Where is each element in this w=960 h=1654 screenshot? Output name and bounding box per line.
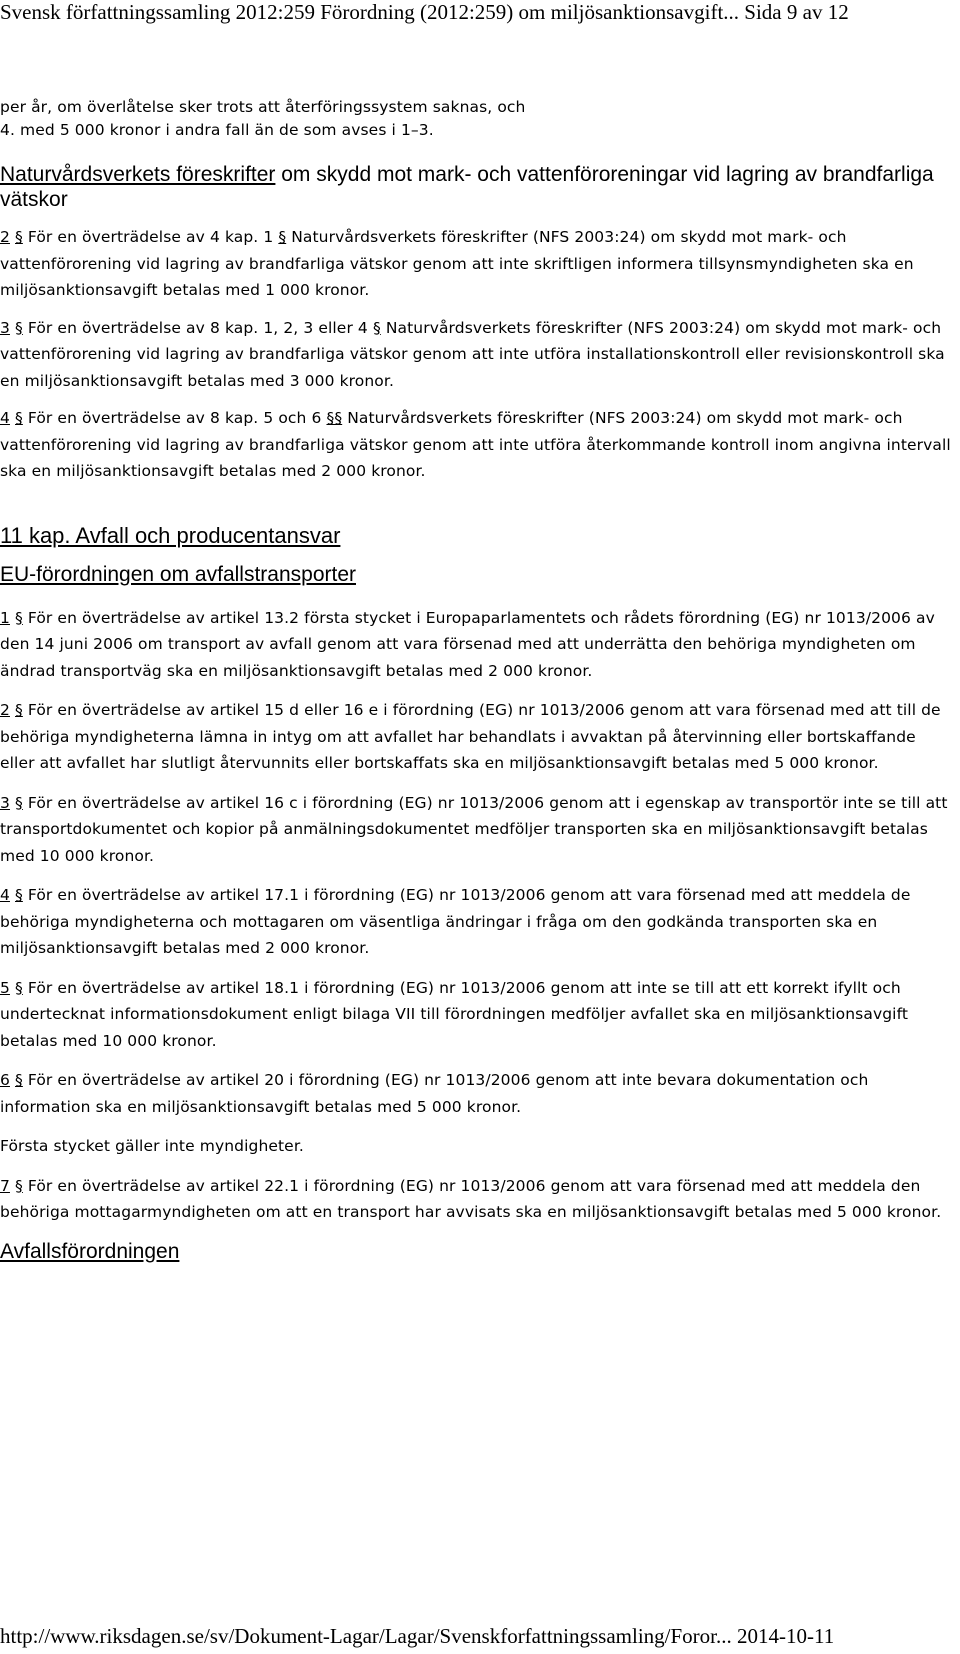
section-sign-link[interactable]: § xyxy=(15,793,23,812)
paragraph-text: För en överträdelse av artikel 15 d eller 16 e i förordning (EG) nr 1013/2006 genom att vara försenad med att till de behöriga myndigheterna lämna in intyg om att avfallet har behandlats i avvaktan på återvinning eller bortskaffande eller att avfallet har slutligt återvunnits eller bortskaffats ska en miljösanktionsavgift betalas med 5 000 kronor. xyxy=(0,701,941,772)
ch11-paragraph-5 xyxy=(0,975,952,1055)
section-sign-link[interactable]: § xyxy=(15,978,23,997)
intro-line-1: per år, om överlåtelse sker trots att återföringssystem saknas, och xyxy=(0,98,526,116)
ch11-paragraph-1 xyxy=(0,605,952,685)
section-sign-link[interactable]: § xyxy=(15,228,23,246)
section-sign-link[interactable]: § xyxy=(15,701,23,719)
paragraph-2 xyxy=(0,224,952,304)
paragraph-text: För en överträdelse av artikel 16 c i förordning (EG) nr 1013/2006 genom att i egenskap av transportör inte se till att transportdokumentet och kopior på anmälningsdokumentet medföljer transporten ska en miljösanktionsavgift betalas med 10 000 kronor. xyxy=(0,793,948,865)
paragraph-text: För en överträdelse av artikel 17.1 i förordning (EG) nr 1013/2006 genom att vara försenad med att meddela de behöriga myndigheterna och mottagaren om väsentliga ändringar i fråga om den godkända transporten ska en miljösanktionsavgift betalas med 2 000 kronor. xyxy=(0,886,911,957)
section-sign-link[interactable]: § xyxy=(278,228,287,246)
paragraph-number-link[interactable]: 2 xyxy=(0,228,10,246)
paragraph-number-link[interactable]: 6 xyxy=(0,1071,10,1089)
page-footer-url: http://www.riksdagen.se/sv/Dokument-Lagar/Lagar/Svenskforfattningssamling/Foror... 2014-10-11 xyxy=(0,1624,835,1648)
section-sign-link[interactable]: § xyxy=(372,318,381,337)
paragraph-text-a: För en överträdelse av 8 kap. 5 och 6 xyxy=(22,409,327,427)
paragraph-3 xyxy=(0,315,952,395)
subheading-eu-regulation[interactable]: EU-förordningen om avfallstransporter xyxy=(0,562,356,586)
paragraph-text: För en överträdelse av artikel 20 i förordning (EG) nr 1013/2006 genom att inte bevara dokumentation och information ska en miljösanktionsavgift betalas med 5 000 kronor. xyxy=(0,1071,869,1116)
ch11-paragraph-3 xyxy=(0,790,952,870)
paragraph-text: För en överträdelse av artikel 13.2 första stycket i Europaparlamentets och rådets förordning (EG) nr 1013/2006 av den 14 juni 2006 om transport av avfall genom att vara försenad med att underrätta den behöriga myndigheten om ändrad transportväg ska en miljösanktionsavgift betalas med 2 000 kronor. xyxy=(0,608,935,680)
section-sign-link[interactable]: § xyxy=(15,886,23,904)
heading-link[interactable]: Naturvårdsverkets föreskrifter xyxy=(0,163,276,186)
paragraph-text-b: Naturvårdsverkets föreskrifter (NFS 2003:24) om skydd mot mark- och vattenförorening vid lagring av brandfarliga vätskor genom att inte utföra återkommande kontroll inom angivna intervall ska en miljösanktionsavgift betalas med 2 000 kronor. xyxy=(0,409,951,480)
paragraph-number-link[interactable]: 7 xyxy=(0,1176,10,1195)
intro-line-2: 4. med 5 000 kronor i andra fall än de som avses i 1–3. xyxy=(0,121,434,139)
paragraph-text-b: Naturvårdsverkets föreskrifter (NFS 2003:24) om skydd mot mark- och vattenförorening vid lagring av brandfarliga vätskor genom att inte skriftligen informera tillsynsmyndigheten ska en miljösanktionsavgift betalas med 1 000 kronor. xyxy=(0,228,914,299)
section-heading-naturvardsverket xyxy=(0,162,952,212)
paragraph-text-a: För en överträdelse av 8 kap. 1, 2, 3 eller 4 xyxy=(22,318,373,337)
section-sign-link[interactable]: § xyxy=(15,318,23,337)
paragraph-text-a: För en överträdelse av 4 kap. 1 xyxy=(22,228,279,246)
paragraph-text: För en överträdelse av artikel 22.1 i förordning (EG) nr 1013/2006 genom att vara försenad med att meddela den behöriga mottagarmyndigheten om att en transport har avvisats ska en miljösanktionsavgift betalas med 5 000 kronor. xyxy=(0,1176,942,1221)
paragraph-number-link[interactable]: 4 xyxy=(0,886,10,904)
section-sign-link[interactable]: §§ xyxy=(326,409,343,427)
paragraph-number-link[interactable]: 3 xyxy=(0,318,10,337)
paragraph-number-link[interactable]: 2 xyxy=(0,701,10,719)
ch11-paragraph-4 xyxy=(0,882,952,962)
paragraph-text: För en överträdelse av artikel 18.1 i förordning (EG) nr 1013/2006 genom att inte se till att ett korrekt ifyllt och undertecknat informationsdokument enligt bilaga VII till förordningen medföljer avfallet ska en miljösanktionsavgift betalas med 10 000 kronor. xyxy=(0,978,909,1050)
page-header: Svensk författningssamling 2012:259 Förordning (2012:259) om miljösanktionsavgift... Sida 9 av 12 xyxy=(0,0,849,24)
paragraph-number-link[interactable]: 1 xyxy=(0,608,10,627)
ch11-paragraph-7 xyxy=(0,1173,952,1226)
section-sign-link[interactable]: § xyxy=(15,608,23,627)
paragraph-number-link[interactable]: 4 xyxy=(0,409,10,427)
paragraph-number-link[interactable]: 5 xyxy=(0,978,10,997)
section-sign-link[interactable]: § xyxy=(15,1176,23,1195)
chapter-heading[interactable]: 11 kap. Avfall och producentansvar xyxy=(0,522,341,548)
ch11-paragraph-2 xyxy=(0,697,952,777)
ch11-note: Första stycket gäller inte myndigheter. xyxy=(0,1137,304,1155)
paragraph-number-link[interactable]: 3 xyxy=(0,793,10,812)
heading-rest: om skydd mot mark- och vattenföroreningar vid lagring av brandfarliga vätskor xyxy=(0,163,934,211)
subheading-avfallsforordningen[interactable]: Avfallsförordningen xyxy=(0,1239,180,1263)
section-sign-link[interactable]: § xyxy=(15,409,23,427)
document-body xyxy=(0,96,952,1264)
paragraph-text-b: Naturvårdsverkets föreskrifter (NFS 2003:24) om skydd mot mark- och vattenförorening vid lagring av brandfarliga vätskor genom att inte utföra installationskontroll eller revisionskontroll ska en miljösanktionsavgift betalas med 3 000 kronor. xyxy=(0,318,945,390)
section-sign-link[interactable]: § xyxy=(15,1071,23,1089)
paragraph-4 xyxy=(0,405,952,485)
ch11-paragraph-6 xyxy=(0,1067,952,1120)
